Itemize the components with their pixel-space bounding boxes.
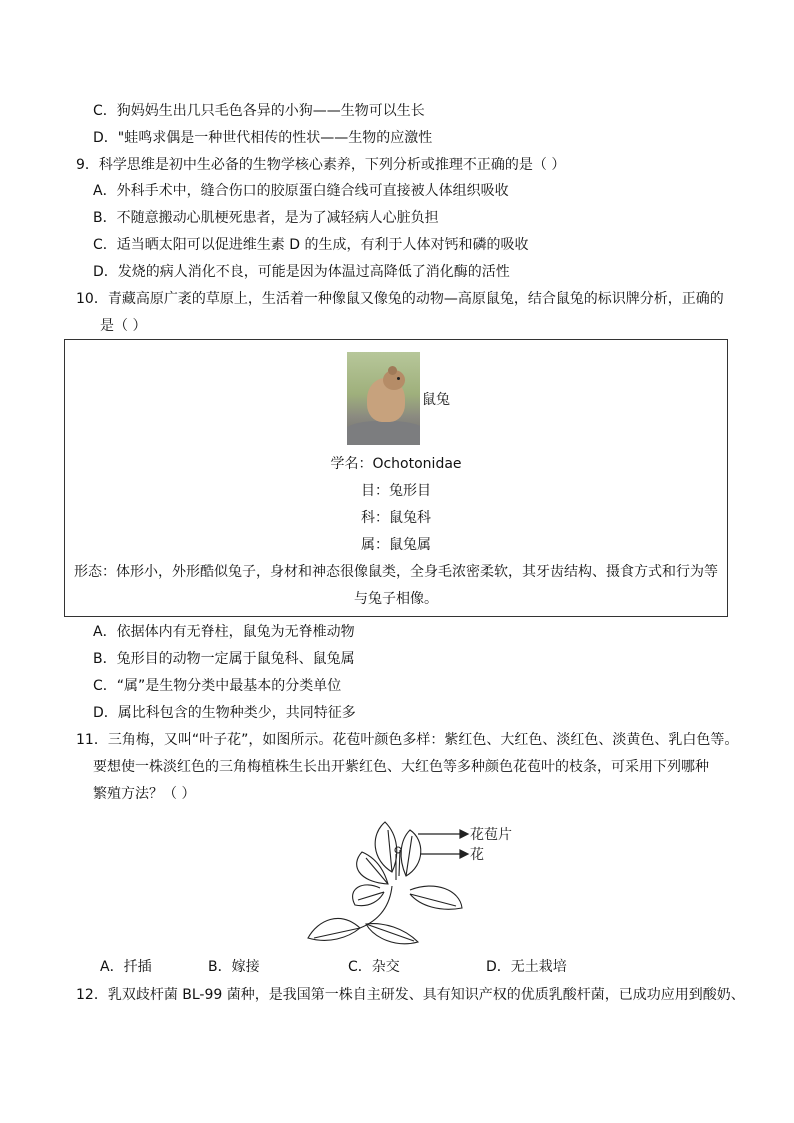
pika-family: 科：鼠兔科 — [361, 510, 431, 526]
q10-option-a: A．依据体内有无脊柱，鼠兔为无脊椎动物 — [93, 624, 355, 640]
q11-stem-line1: 11．三角梅，又叫“叶子花”，如图所示。花苞叶颜色多样：紫红色、大红色、淡红色、淡黄色、乳白色等。 — [76, 732, 739, 748]
q12-stem-line1: 12．乳双歧杆菌 BL-99 菌种，是我国第一株自主研发、具有知识产权的优质乳酸杆菌，已成功应用到酸奶、 — [76, 987, 745, 1003]
q10-stem-line2: 是（ ） — [100, 318, 147, 334]
q9-option-d: D．发烧的病人消化不良，可能是因为体温过高降低了消化酶的活性 — [93, 264, 510, 280]
bougainvillea-figure — [300, 810, 530, 955]
q8-option-d: D．"蛙鸣求偶是一种世代相传的性状——生物的应激性 — [93, 130, 433, 146]
pika-order: 目：兔形目 — [361, 483, 431, 499]
q11-stem-line2: 要想使一株淡红色的三角梅植株生长出开紫红色、大红色等多种颜色花苞叶的枝条，可采用下列哪种 — [93, 759, 709, 775]
q11-stem-line3: 繁殖方法？（ ） — [93, 786, 196, 802]
pika-scientific-name: 学名：Ochotonidae — [330, 456, 462, 472]
q10-stem-line1: 10．青藏高原广袤的草原上，生活着一种像鼠又像兔的动物—高原鼠兔，结合鼠兔的标识牌分析，正确的 — [76, 291, 724, 307]
q11-option-d: D．无土栽培 — [486, 959, 567, 975]
q8-option-c: C．狗妈妈生出几只毛色各异的小狗——生物可以生长 — [93, 103, 425, 119]
pika-morphology-line1: 形态：体形小，外形酷似兔子，身材和神态很像鼠类，全身毛浓密柔软，其牙齿结构、摄食方式和行为等 — [74, 564, 718, 580]
bougainvillea-drawing — [300, 810, 530, 955]
pika-info-card — [64, 339, 728, 617]
q9-option-a: A．外科手术中，缝合伤口的胶原蛋白缝合线可直接被人体组织吸收 — [93, 183, 509, 199]
label-bract: 花苞片 — [470, 827, 512, 843]
q11-option-c: C．杂交 — [348, 959, 400, 975]
q9-stem: 9．科学思维是初中生必备的生物学核心素养，下列分析或推理不正确的是（ ） — [76, 157, 566, 173]
q9-option-c: C．适当晒太阳可以促进维生素 D 的生成，有利于人体对钙和磷的吸收 — [93, 237, 529, 253]
q11-option-a: A．扦插 — [100, 959, 152, 975]
label-flower: 花 — [470, 847, 484, 863]
pika-photo — [347, 352, 420, 445]
q10-option-d: D．属比科包含的生物种类少，共同特征多 — [93, 705, 356, 721]
pika-name: 鼠兔 — [422, 392, 450, 408]
q9-option-b: B．不随意搬动心肌梗死患者，是为了减轻病人心脏负担 — [93, 210, 439, 226]
q11-option-b: B．嫁接 — [208, 959, 260, 975]
pika-morphology-line2: 与兔子相像。 — [354, 591, 438, 607]
q10-option-c: C．“属”是生物分类中最基本的分类单位 — [93, 678, 342, 694]
pika-genus: 属：鼠兔属 — [361, 537, 431, 553]
q10-option-b: B．兔形目的动物一定属于鼠兔科、鼠兔属 — [93, 651, 355, 667]
